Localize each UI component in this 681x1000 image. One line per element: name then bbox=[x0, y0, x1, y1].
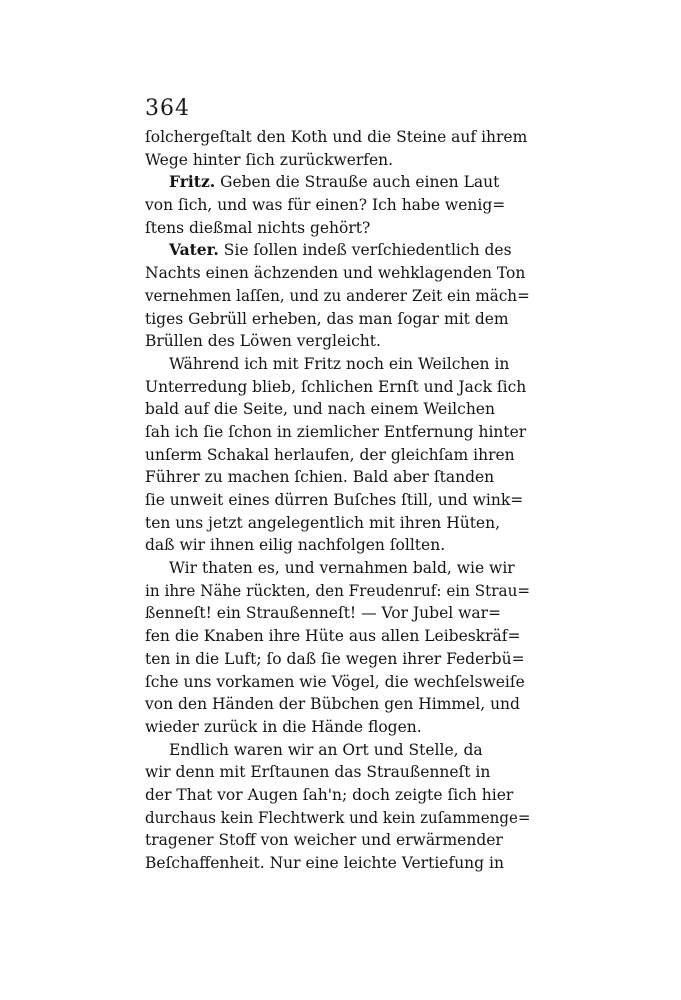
text-line bbox=[145, 217, 530, 240]
line-text: Führer zu machen ſchien. Bald aber ſtanden bbox=[145, 468, 495, 487]
text-line bbox=[145, 534, 530, 557]
text-line bbox=[145, 784, 530, 807]
line-text: ten uns jetzt angelegentlich mit ihren Hüten, bbox=[145, 513, 501, 532]
line-text: daß wir ihnen eilig nachfolgen ſollten. bbox=[145, 536, 446, 555]
text-line bbox=[145, 308, 530, 331]
page-number: 364 bbox=[145, 96, 190, 121]
line-text: fen die Knaben ihre Hüte aus allen Leibeskräf= bbox=[145, 627, 521, 646]
line-text: ten in die Luft; ſo daß ſie wegen ihrer Federbü= bbox=[145, 649, 525, 668]
text-line bbox=[145, 444, 530, 467]
line-text: Wir thaten es, und vernahmen bald, wie wir bbox=[169, 559, 515, 578]
text-line bbox=[145, 171, 530, 194]
text-line bbox=[145, 716, 530, 739]
text-line bbox=[145, 557, 530, 580]
text-line bbox=[145, 625, 530, 648]
text-line bbox=[145, 330, 530, 353]
line-text: Wege hinter ſich zurückwerfen. bbox=[145, 150, 394, 169]
line-text: bald auf die Seite, und nach einem Weilchen bbox=[145, 400, 495, 419]
line-text: ſah ich ſie ſchon in ziemlicher Entfernung hinter bbox=[145, 422, 527, 441]
line-text: von ſich, und was für einen? Ich habe wenig= bbox=[145, 196, 506, 215]
text-line bbox=[145, 421, 530, 444]
text-line bbox=[145, 149, 530, 172]
text-line bbox=[145, 512, 530, 535]
line-text: Beſchaffenheit. Nur eine leichte Vertiefung in bbox=[145, 854, 504, 872]
line-text: Unterredung blieb, ſchlichen Ernſt und Jack ſich bbox=[145, 377, 527, 396]
text-line bbox=[145, 580, 531, 603]
text-line bbox=[145, 466, 530, 489]
line-text: wieder zurück in die Hände flogen. bbox=[145, 717, 422, 736]
text-line bbox=[145, 376, 530, 399]
line-text: der That vor Augen ſah'n; doch zeigte ſich hier bbox=[145, 785, 514, 804]
line-text: Brüllen des Löwen vergleicht. bbox=[145, 332, 381, 351]
text-line bbox=[145, 126, 530, 149]
line-text: Während ich mit Fritz noch ein Weilchen in bbox=[169, 354, 510, 373]
text-line bbox=[145, 739, 530, 762]
line-text: tiges Gebrüll erheben, das man ſogar mit dem bbox=[145, 309, 509, 328]
text-line bbox=[145, 807, 531, 830]
line-text: ſolchergeſtalt den Koth und die Steine auf ihrem bbox=[145, 128, 528, 146]
line-text: Sie ſollen indeß verſchiedentlich des bbox=[218, 241, 512, 260]
text-line bbox=[145, 761, 530, 784]
text-line bbox=[145, 852, 530, 875]
body-text bbox=[145, 126, 530, 875]
text-line bbox=[145, 648, 530, 671]
speaker-label: Vater. bbox=[169, 240, 219, 260]
text-line bbox=[145, 829, 530, 852]
line-text: ſtens dießmal nichts gehört? bbox=[145, 218, 371, 237]
line-text: in ihre Nähe rückten, den Freudenruf: ein Strau= bbox=[145, 581, 531, 600]
text-line bbox=[145, 602, 530, 625]
line-text: durchaus kein Flechtwerk und kein zuſammenge= bbox=[145, 808, 531, 827]
text-line bbox=[145, 285, 530, 308]
text-line bbox=[145, 239, 530, 262]
line-text: tragener Stoff von weicher und erwärmender bbox=[145, 831, 503, 850]
text-line bbox=[145, 489, 530, 512]
line-text: ſche uns vorkamen wie Vögel, die wechſelsweiſe bbox=[145, 672, 525, 691]
line-text: wir denn mit Erſtaunen das Straußenneſt in bbox=[145, 763, 491, 782]
text-line bbox=[145, 262, 530, 285]
text-line bbox=[145, 671, 530, 694]
text-line bbox=[145, 398, 530, 421]
speaker-label: Fritz. bbox=[169, 172, 216, 192]
line-text: unſerm Schakal herlaufen, der gleichſam ihren bbox=[145, 445, 515, 464]
text-line bbox=[145, 194, 530, 217]
text-line bbox=[145, 693, 530, 716]
text-line bbox=[145, 353, 530, 376]
line-text: Nachts einen ächzenden und wehklagenden Ton bbox=[145, 264, 526, 283]
line-text: Endlich waren wir an Ort und Stelle, da bbox=[169, 740, 483, 759]
line-text: von den Händen der Bübchen gen Himmel, und bbox=[145, 695, 520, 714]
line-text: Geben die Strauße auch einen Laut bbox=[215, 173, 500, 192]
line-text: vernehmen laſſen, und zu anderer Zeit ein mäch= bbox=[145, 286, 530, 305]
line-text: ßenneſt! ein Straußenneſt! — Vor Jubel war= bbox=[145, 604, 502, 623]
line-text: ſie unweit eines dürren Buſches ſtill, und wink= bbox=[145, 491, 524, 509]
